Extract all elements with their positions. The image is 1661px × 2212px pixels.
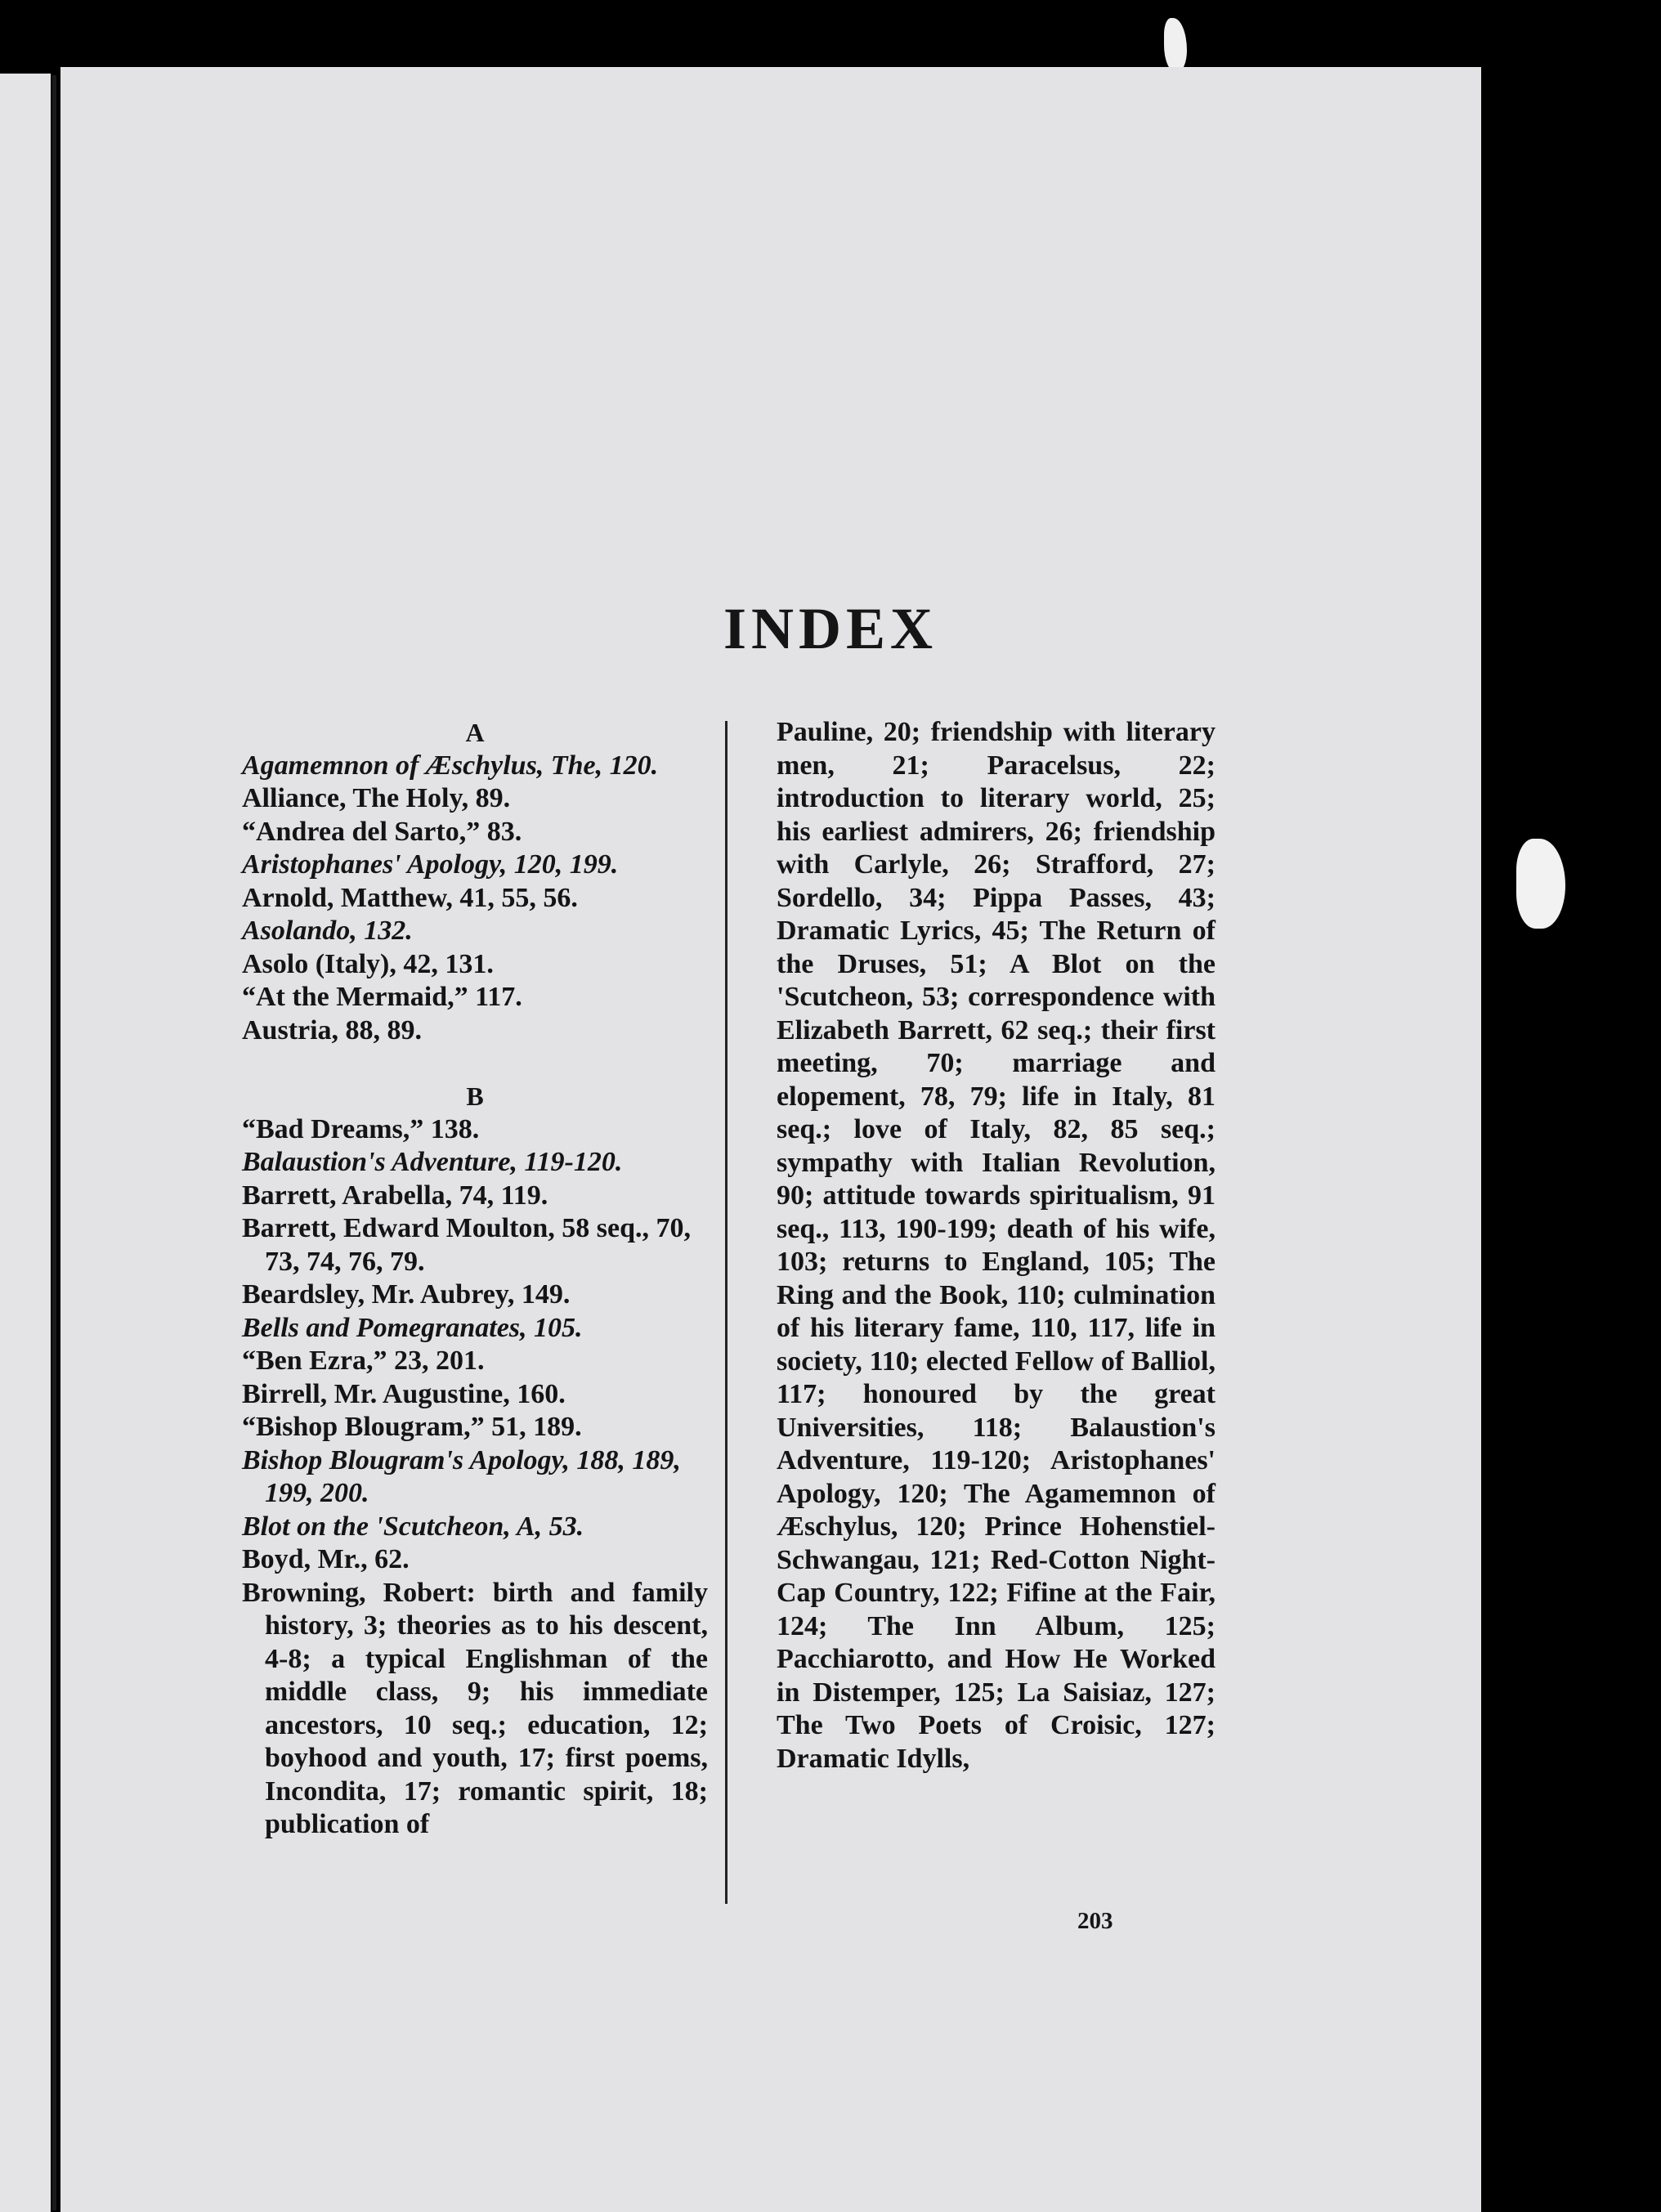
index-entry: Barrett, Edward Moulton, 58 seq., 70, 73, 74, 76, 79.: [242, 1213, 692, 1277]
index-entry: Birrell, Mr. Augustine, 160.: [242, 1378, 566, 1409]
index-entry: Arnold, Matthew, 41, 55, 56.: [242, 882, 578, 913]
page-title: INDEX: [723, 596, 938, 661]
index-entry: Beardsley, Mr. Aubrey, 149.: [242, 1279, 571, 1310]
index-entry: “Bad Dreams,” 138.: [242, 1113, 480, 1144]
section-letter-a: A: [465, 718, 485, 747]
top-corner-mark: [1164, 18, 1187, 72]
index-entry: Browning, Robert: birth and family history, 3; theories as to his descent, 4-8; a typical Englishman of the middle class, 9; his immediate ancestors, 10 seq.; education, 12; boyhood and youth, 17; first poems, Incondita, 17; romantic spirit, 18; publication of: [242, 1577, 708, 1839]
index-entry: Bishop Blougram's Apology, 188, 189, 199, 200.: [242, 1444, 681, 1508]
binding-line: [52, 75, 56, 2210]
index-entry: Alliance, The Holy, 89.: [242, 783, 511, 813]
index-entry: Asolando, 132.: [242, 916, 413, 946]
index-entry: “Ben Ezra,” 23, 201.: [242, 1346, 485, 1376]
index-right-column: [777, 716, 1216, 1775]
left-page-edge: [0, 74, 51, 2212]
index-entry: Boyd, Mr., 62.: [242, 1544, 410, 1574]
column-divider: [725, 721, 728, 1904]
index-entry: Asolo (Italy), 42, 131.: [242, 948, 494, 979]
right-margin-fleck: [1516, 839, 1565, 929]
index-entry: Austria, 88, 89.: [242, 1014, 423, 1046]
page-number: 203: [1077, 1908, 1113, 1934]
index-entry: Bells and Pomegranates, 105.: [242, 1312, 583, 1343]
section-letter-b: B: [466, 1081, 484, 1111]
index-entry: “At the Mermaid,” 117.: [242, 982, 522, 1012]
index-entry: Blot on the 'Scutcheon, A, 53.: [242, 1511, 584, 1542]
index-entry-continuation: Pauline, 20; friendship with literary men, 21; Paracelsus, 22; introduction to literary world, 25; his earliest admirers, 26; friendship with Carlyle, 26; Strafford, 27; Sordello, 34; Pippa Passes, 43; Dramatic Lyrics, 45; The Return of the Druses, 51; A Blot on the 'Scutcheon, 53; correspondence with Elizabeth Barrett, 62 seq.; their first meeting, 70; marriage and elopement, 78, 79; life in Italy, 81 seq.; love of Italy, 82, 85 seq.; sympathy with Italian Revolution, 90; attitude towards spiritualism, 91 seq., 113, 190-199; death of his wife, 103; returns to England, 105; The Ring and the Book, 110; culmination of his literary fame, 110, 117, life in society, 110; elected Fellow of Balliol, 117; honoured by the great Universities, 118; Balaustion's Adventure, 119-120; Aristophanes' Apology, 120; The Agamemnon of Æschylus, 120; Prince Hohenstiel-Schwangau, 121; Red-Cotton Night-Cap Country, 122; Fifine at the Fair, 124; The Inn Album, 125; Pacchiarotto, and How He Worked in Distemper, 125; La Saisiaz, 127; The Two Poets of Croisic, 127; Dramatic Idylls,: [777, 717, 1216, 1774]
index-entry: Aristophanes' Apology, 120, 199.: [242, 849, 619, 880]
index-entry: “Bishop Blougram,” 51, 189.: [242, 1412, 582, 1442]
index-entry: Balaustion's Adventure, 119-120.: [242, 1147, 623, 1177]
index-left-column: [242, 716, 708, 1842]
index-entry: “Andrea del Sarto,” 83.: [242, 816, 522, 847]
index-entry: Barrett, Arabella, 74, 119.: [242, 1180, 548, 1211]
index-entry: Agamemnon of Æschylus, The, 120.: [242, 750, 659, 781]
